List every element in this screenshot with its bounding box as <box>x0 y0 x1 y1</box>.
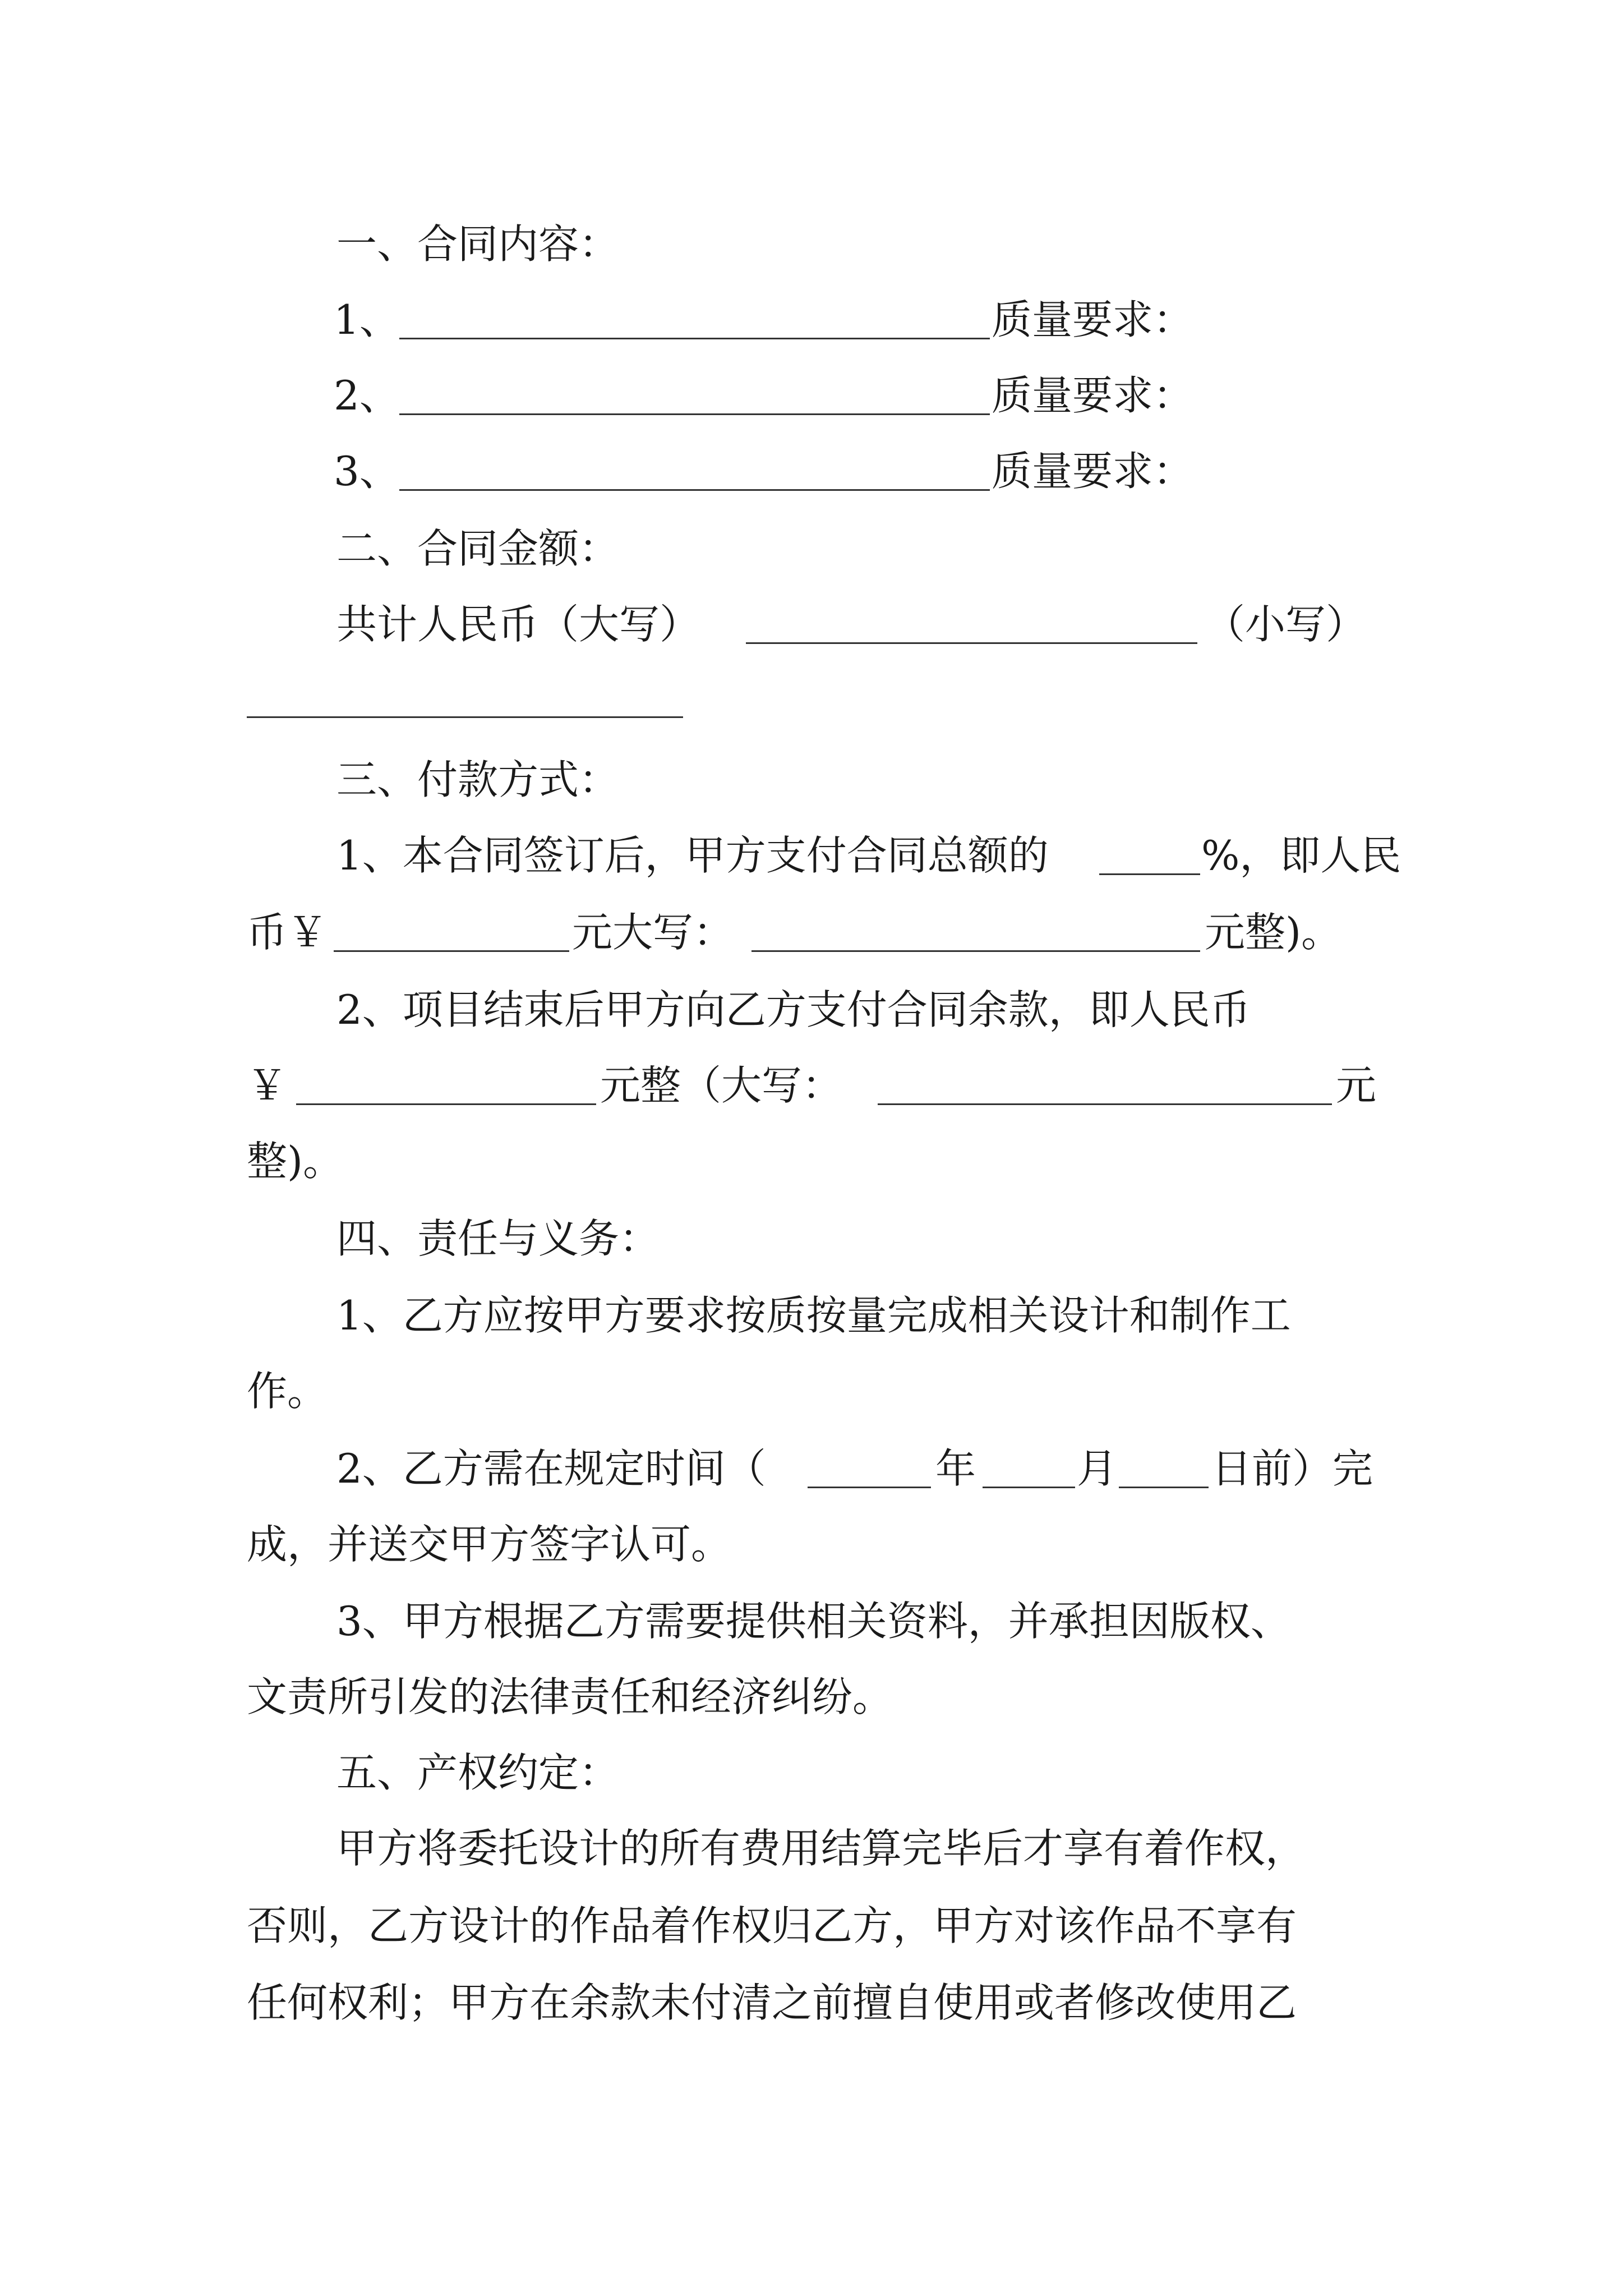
total-lowercase-blank[interactable] <box>247 716 683 718</box>
total-uppercase-label: 共计人民币（大写） <box>336 601 700 648</box>
duty-2-text-cont: 成，并送交甲方签字认可。 <box>247 1521 732 1568</box>
contract-item-2 <box>0 367 1623 424</box>
month-blank[interactable] <box>983 1487 1075 1488</box>
payment-1-line-1 <box>0 827 1623 884</box>
section-1-line <box>0 216 1623 272</box>
total-uppercase-blank[interactable] <box>746 642 1197 644</box>
ip-line-3 <box>0 1975 1623 2031</box>
payment-2-uppercase-blank[interactable] <box>878 1103 1332 1105</box>
duty-3-line-2 <box>0 1669 1623 1725</box>
item-number: 3、 <box>334 448 400 495</box>
duty-3-line-1 <box>0 1593 1623 1649</box>
duty-2-line-2 <box>0 1516 1623 1572</box>
year-label: 年 <box>935 1445 976 1492</box>
zheng-label: 整)。 <box>247 1138 344 1185</box>
section-1-heading: 一、合同内容： <box>336 220 620 268</box>
section-2-heading: 二、合同金额： <box>336 525 620 572</box>
payment-2-line-1 <box>0 982 1623 1038</box>
contract-item-3 <box>0 443 1623 499</box>
ip-text: 任何权利；甲方在余款未付清之前擅自使用或者修改使用乙 <box>247 1979 1297 2026</box>
payment-2-text: 2、项目结束后甲方向乙方支付合同余款，即人民币 <box>336 986 1251 1033</box>
yuan-label: 元 <box>1336 1062 1377 1109</box>
section-5-line <box>0 1745 1623 1801</box>
rmb-symbol-label: ￥ <box>247 1062 288 1109</box>
item-2-blank[interactable] <box>399 413 990 415</box>
payment-1-line-2 <box>0 904 1623 960</box>
item-number: 2、 <box>334 372 400 419</box>
ip-text: 甲方将委托设计的所有费用结算完毕后才享有着作权， <box>336 1825 1306 1872</box>
payment-1-uppercase-blank[interactable] <box>751 950 1200 952</box>
yuan-zheng-label: 元整)。 <box>1205 909 1342 956</box>
section-4-line <box>0 1211 1623 1267</box>
payment-2-line-2 <box>0 1057 1623 1114</box>
item-number: 1、 <box>334 296 400 343</box>
payment-2-line-3 <box>0 1133 1623 1189</box>
total-lowercase-label: （小写） <box>1205 601 1367 648</box>
duty-1-line-1 <box>0 1287 1623 1343</box>
ip-text: 否则，乙方设计的作品着作权归乙方，甲方对该作品不享有 <box>247 1902 1297 1949</box>
ip-line-1 <box>0 1820 1623 1876</box>
duty-2-text: 2、乙方需在规定时间（ <box>336 1445 766 1492</box>
payment-2-amount-blank[interactable] <box>296 1103 596 1105</box>
total-lowercase-line <box>0 670 1623 726</box>
section-2-line <box>0 521 1623 577</box>
payment-1-percent-text: %，即人民 <box>1201 832 1401 879</box>
item-3-blank[interactable] <box>399 489 990 491</box>
day-before-label: 日前）完 <box>1211 1445 1373 1492</box>
duty-1-text: 1、乙方应按甲方要求按质按量完成相关设计和制作工 <box>336 1292 1291 1339</box>
duty-3-text: 3、甲方根据乙方需要提供相关资料，并承担因版权、 <box>336 1598 1291 1645</box>
quality-label: 质量要求： <box>992 372 1194 419</box>
section-5-heading: 五、产权约定： <box>336 1749 620 1796</box>
uppercase-label: 元大写： <box>572 909 734 956</box>
day-blank[interactable] <box>1119 1487 1209 1488</box>
contract-item-1 <box>0 292 1623 348</box>
section-3-line <box>0 752 1623 808</box>
month-label: 月 <box>1077 1445 1118 1492</box>
year-blank[interactable] <box>808 1487 931 1488</box>
payment-1-amount-blank[interactable] <box>334 950 569 952</box>
duty-1-line-2 <box>0 1363 1623 1419</box>
rmb-symbol-label: 币￥ <box>247 909 328 956</box>
yuan-zheng-uppercase-label: 元整（大写： <box>600 1062 843 1109</box>
quality-label: 质量要求： <box>992 448 1194 495</box>
total-amount-line <box>0 596 1623 652</box>
quality-label: 质量要求： <box>992 296 1194 343</box>
percent-blank[interactable] <box>1099 873 1200 875</box>
payment-1-text: 1、本合同签订后，甲方支付合同总额的 <box>336 832 1049 879</box>
section-4-heading: 四、责任与义务： <box>336 1215 660 1262</box>
duty-2-line-1 <box>0 1441 1623 1497</box>
item-1-blank[interactable] <box>399 338 990 339</box>
duty-1-text-cont: 作。 <box>247 1368 328 1415</box>
duty-3-text-cont: 文责所引发的法律责任和经济纠纷。 <box>247 1673 893 1720</box>
ip-line-2 <box>0 1898 1623 1954</box>
section-3-heading: 三、付款方式： <box>336 756 620 803</box>
